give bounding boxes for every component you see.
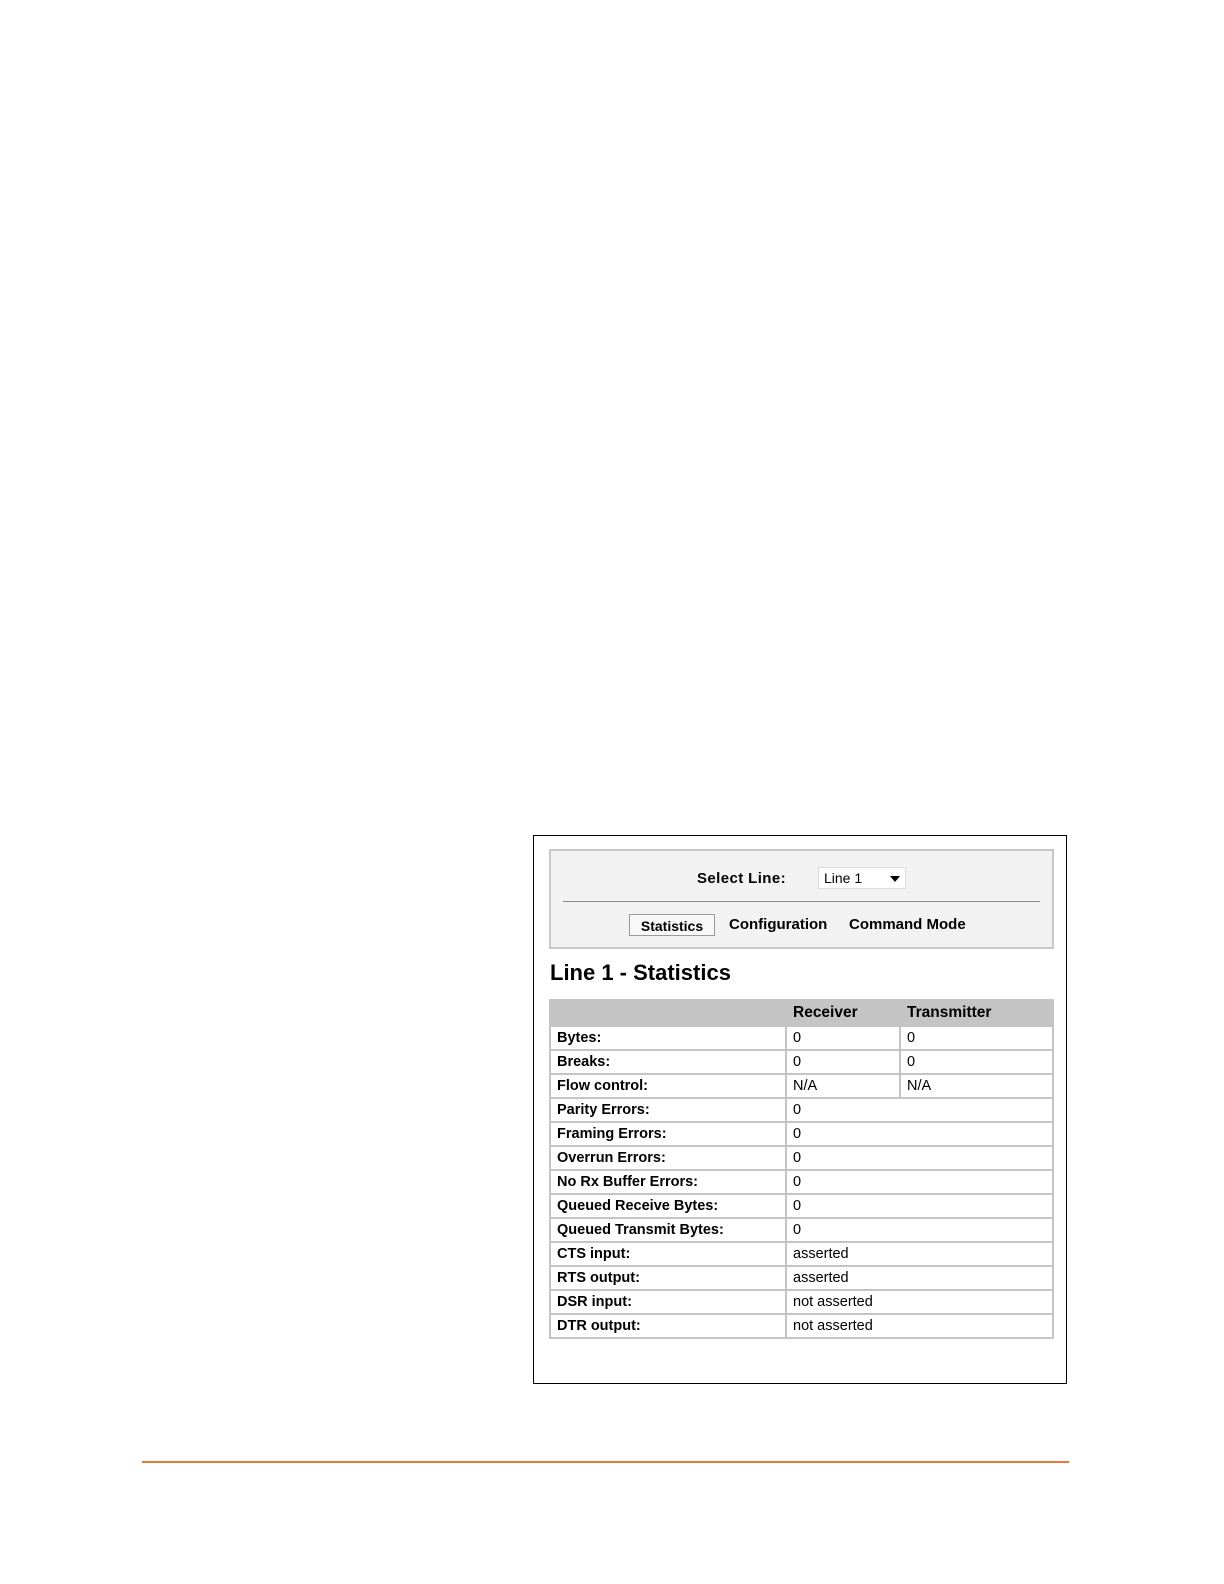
transmitter-value: N/A (901, 1075, 1052, 1097)
table-row (551, 1051, 1052, 1073)
row-value: 0 (787, 1195, 1052, 1217)
line-select-dropdown[interactable] (818, 867, 906, 889)
table-header-row (551, 1001, 1052, 1025)
receiver-value: 0 (787, 1051, 899, 1073)
row-label: Parity Errors: (551, 1099, 785, 1121)
table-row (551, 1075, 1052, 1097)
row-label: CTS input: (551, 1243, 785, 1265)
row-value: 0 (787, 1171, 1052, 1193)
row-label: Framing Errors: (551, 1123, 785, 1145)
line-selection-panel (549, 849, 1054, 949)
page-title: Line 1 - Statistics (550, 960, 731, 985)
header-receiver: Receiver (787, 1001, 899, 1025)
receiver-value: 0 (787, 1027, 899, 1049)
row-label: No Rx Buffer Errors: (551, 1171, 785, 1193)
table-row (551, 1171, 1052, 1193)
line-select-value: Line 1 (824, 870, 863, 886)
table-row (551, 1195, 1052, 1217)
table-row (551, 1027, 1052, 1049)
statistics-table (549, 999, 1054, 1339)
row-value: asserted (787, 1243, 1052, 1265)
row-label: RTS output: (551, 1267, 785, 1289)
chevron-down-icon (890, 876, 900, 882)
row-value: 0 (787, 1123, 1052, 1145)
line-statistics-screenshot (533, 835, 1067, 1384)
transmitter-value: 0 (901, 1027, 1052, 1049)
transmitter-value: 0 (901, 1051, 1052, 1073)
row-label: Bytes: (551, 1027, 785, 1049)
header-label-column (551, 1001, 785, 1025)
row-label: Flow control: (551, 1075, 785, 1097)
table-row (551, 1219, 1052, 1241)
panel-divider (563, 901, 1040, 902)
table-row (551, 1291, 1052, 1313)
row-value: not asserted (787, 1315, 1052, 1337)
tab-statistics[interactable]: Statistics (629, 914, 715, 936)
row-label: Breaks: (551, 1051, 785, 1073)
table-row (551, 1243, 1052, 1265)
table-row (551, 1099, 1052, 1121)
row-label: Queued Receive Bytes: (551, 1195, 785, 1217)
line-tabs (551, 914, 1052, 938)
row-value: 0 (787, 1147, 1052, 1169)
row-value: 0 (787, 1219, 1052, 1241)
header-transmitter: Transmitter (901, 1001, 1052, 1025)
table-row (551, 1123, 1052, 1145)
row-value: 0 (787, 1099, 1052, 1121)
table-row (551, 1315, 1052, 1337)
select-line-row (551, 867, 1052, 891)
select-line-label: Select Line: (697, 870, 786, 887)
row-label: Overrun Errors: (551, 1147, 785, 1169)
row-label: DSR input: (551, 1291, 785, 1313)
tab-command-mode[interactable]: Command Mode (849, 916, 966, 933)
table-row (551, 1267, 1052, 1289)
row-label: Queued Transmit Bytes: (551, 1219, 785, 1241)
tab-configuration[interactable]: Configuration (729, 916, 828, 933)
footer-divider (142, 1461, 1069, 1463)
receiver-value: N/A (787, 1075, 899, 1097)
row-value: asserted (787, 1267, 1052, 1289)
row-value: not asserted (787, 1291, 1052, 1313)
row-label: DTR output: (551, 1315, 785, 1337)
table-row (551, 1147, 1052, 1169)
